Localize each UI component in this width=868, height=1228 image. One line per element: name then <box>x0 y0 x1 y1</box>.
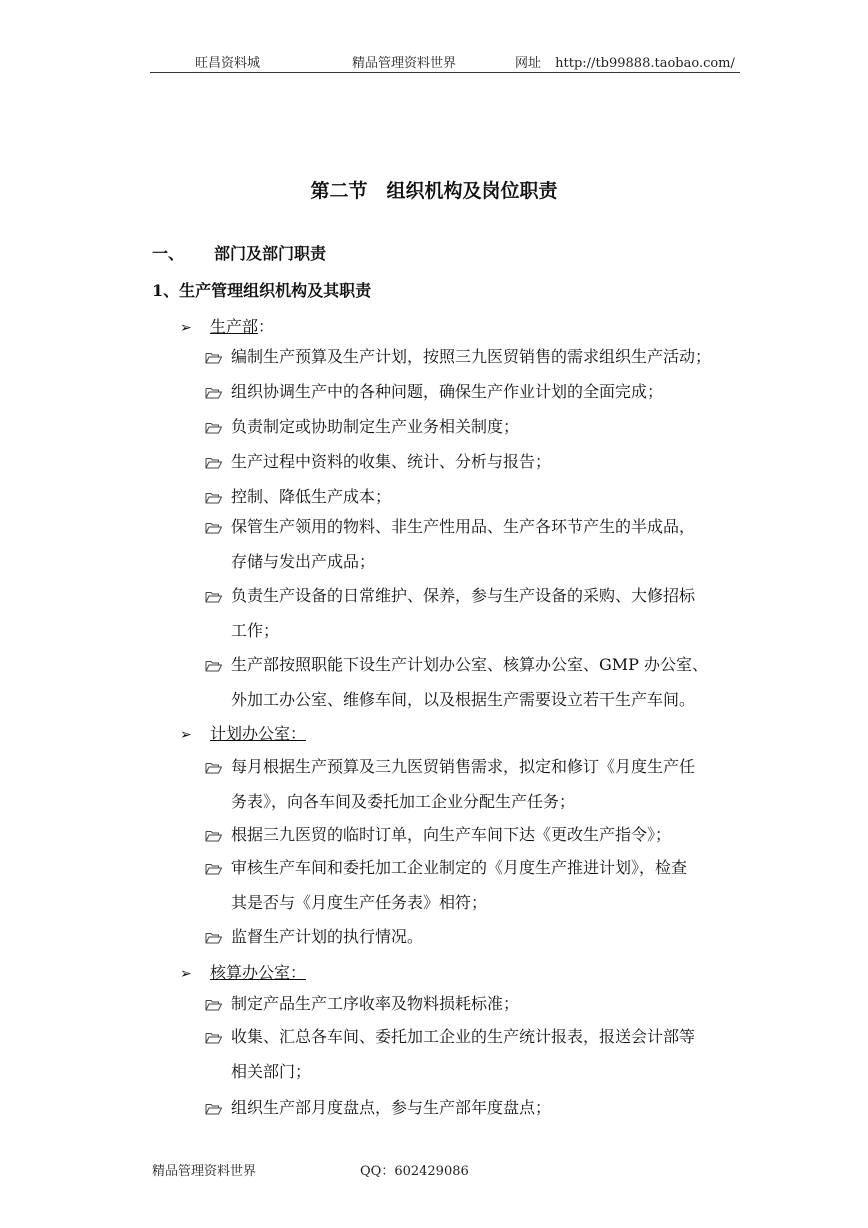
department-label: 生产部 <box>210 317 259 336</box>
section-heading-number: 一、 <box>152 244 185 263</box>
header-tagline: 精品管理资料世界 <box>352 56 457 71</box>
folder-icon <box>203 1090 225 1125</box>
section-heading-text: 部门及部门职责 <box>214 244 327 263</box>
folder-icon <box>203 919 225 954</box>
section-heading <box>152 241 326 264</box>
header-url-label: 网址 <box>515 56 542 71</box>
arrow-bullet-icon: ➢ <box>180 320 192 336</box>
list-item: 审核生产车间和委托加工企业制定的《月度生产推进计划》，检查 其是否与《月度生产任务表》相符； <box>203 850 748 920</box>
folder-icon <box>203 409 225 444</box>
footer-qq: QQ：602429086 <box>360 1164 469 1179</box>
header-site-name: 旺昌资料城 <box>195 56 261 71</box>
folder-icon <box>203 444 225 479</box>
department-heading: ➢ 生产部： <box>180 317 275 336</box>
list-item: 保管生产领用的物料、非生产性用品、生产各环节产生的半成品， 存储与发出产成品； <box>203 509 748 579</box>
department-label: 计划办公室： <box>210 724 307 743</box>
list-item: 编制生产预算及生产计划，按照三九医贸销售的需求组织生产活动； <box>203 339 748 374</box>
department-label: 核算办公室： <box>210 963 307 982</box>
folder-icon <box>203 374 225 409</box>
list-item: 每月根据生产预算及三九医贸销售需求，拟定和修订《月度生产任 务表》，向各车间及委托加工企业分配生产任务； <box>203 749 748 819</box>
arrow-bullet-icon: ➢ <box>180 966 192 982</box>
folder-icon <box>203 578 225 613</box>
header-url-line <box>515 52 735 71</box>
list-item: 负责生产设备的日常维护、保养，参与生产设备的采购、大修招标 工作； <box>203 578 748 648</box>
folder-icon <box>203 647 225 682</box>
arrow-bullet-icon: ➢ <box>180 727 192 743</box>
folder-icon <box>203 986 225 1021</box>
folder-icon <box>203 339 225 374</box>
list-item: 监督生产计划的执行情况。 <box>203 919 748 954</box>
folder-icon <box>203 850 225 885</box>
subsection-heading: 1、生产管理组织机构及其职责 <box>152 281 372 300</box>
folder-icon <box>203 749 225 784</box>
folder-icon <box>203 817 225 852</box>
header-url: http://tb99888.taobao.com/ <box>555 56 735 71</box>
list-item: 生产过程中资料的收集、统计、分析与报告； <box>203 444 748 479</box>
list-item: 控制、降低生产成本； <box>203 479 748 514</box>
page-title: 第二节 组织机构及岗位职责 <box>310 180 558 202</box>
header-divider <box>150 72 740 73</box>
list-item: 根据三九医贸的临时订单，向生产车间下达《更改生产指令》； <box>203 817 748 852</box>
department-heading <box>180 721 306 744</box>
folder-icon <box>203 509 225 544</box>
list-item: 负责制定或协助制定生产业务相关制度； <box>203 409 748 444</box>
list-item: 生产部按照职能下设生产计划办公室、核算办公室、GMP 办公室、 外加工办公室、维修车间，以及根据生产需要设立若干生产车间。 <box>203 647 748 717</box>
list-item: 组织协调生产中的各种问题，确保生产作业计划的全面完成； <box>203 374 748 409</box>
department-heading <box>180 960 306 983</box>
list-item: 制定产品生产工序收率及物料损耗标准； <box>203 986 748 1021</box>
folder-icon <box>203 1019 225 1054</box>
list-item: 组织生产部月度盘点，参与生产部年度盘点； <box>203 1090 748 1125</box>
footer-tagline: 精品管理资料世界 <box>152 1164 257 1179</box>
list-item: 收集、汇总各车间、委托加工企业的生产统计报表，报送会计部等 相关部门； <box>203 1019 748 1089</box>
